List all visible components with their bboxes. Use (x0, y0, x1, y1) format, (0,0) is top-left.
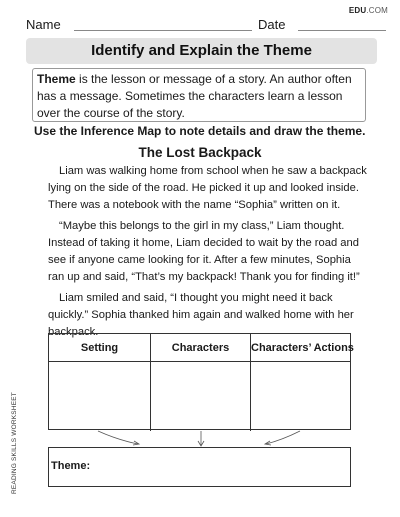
arrow-setting-to-theme (98, 431, 138, 444)
setting-column (49, 334, 150, 431)
brand-name: EDU (348, 6, 367, 15)
worksheet-side-label: READING SKILLS WORKSHEET (11, 392, 18, 494)
actions-header: Characters’ Actions (251, 334, 351, 362)
story-paragraph: Liam was walking home from school when he saw a backpack lying on the side of the road. He picked it up and looked inside. There was a notebook with the name “Sophia” written on it. (48, 165, 367, 211)
theme-definition-box (32, 68, 366, 122)
definition-text: is the lesson or message of a story. An author often has a message. Sometimes the characters learn a lesson over the course of the story. (37, 72, 352, 120)
setting-answer-cell[interactable] (49, 362, 150, 430)
theme-label: Theme: (51, 460, 91, 472)
definition-term: Theme (37, 72, 76, 86)
actions-answer-cell[interactable] (251, 362, 351, 430)
date-label: Date (258, 17, 286, 32)
setting-header: Setting (49, 334, 150, 362)
arrow-actions-to-theme (266, 431, 300, 444)
name-label: Name (26, 17, 61, 32)
story-title: The Lost Backpack (138, 145, 262, 160)
brand-suffix: .COM (366, 6, 388, 15)
date-field[interactable] (298, 30, 386, 31)
theme-answer-box[interactable] (48, 447, 351, 487)
actions-column (250, 334, 354, 431)
story-body (48, 163, 368, 345)
worksheet-title: Identify and Explain the Theme (26, 38, 377, 64)
brand-logo (349, 6, 388, 15)
characters-answer-cell[interactable] (151, 362, 250, 430)
story-paragraph: Liam smiled and said, “I thought you might need it back quickly.” Sophia thanked him again and walked home with her backpack. (48, 292, 354, 338)
inference-map-table (48, 333, 354, 430)
name-field[interactable] (74, 30, 252, 31)
story-paragraph: “Maybe this belongs to the girl in my class,” Liam thought. Instead of taking it home, Liam decided to wait by the road and see if anyone came looking for it. After a few minutes, Sophia ran up and said, “That’s my backpack! Thank you for finding it!” (48, 220, 360, 283)
characters-column (150, 334, 250, 431)
instruction-text: Use the Inference Map to note details and draw the theme. (34, 124, 366, 138)
characters-header: Characters (151, 334, 250, 362)
name-date-row (26, 17, 386, 33)
